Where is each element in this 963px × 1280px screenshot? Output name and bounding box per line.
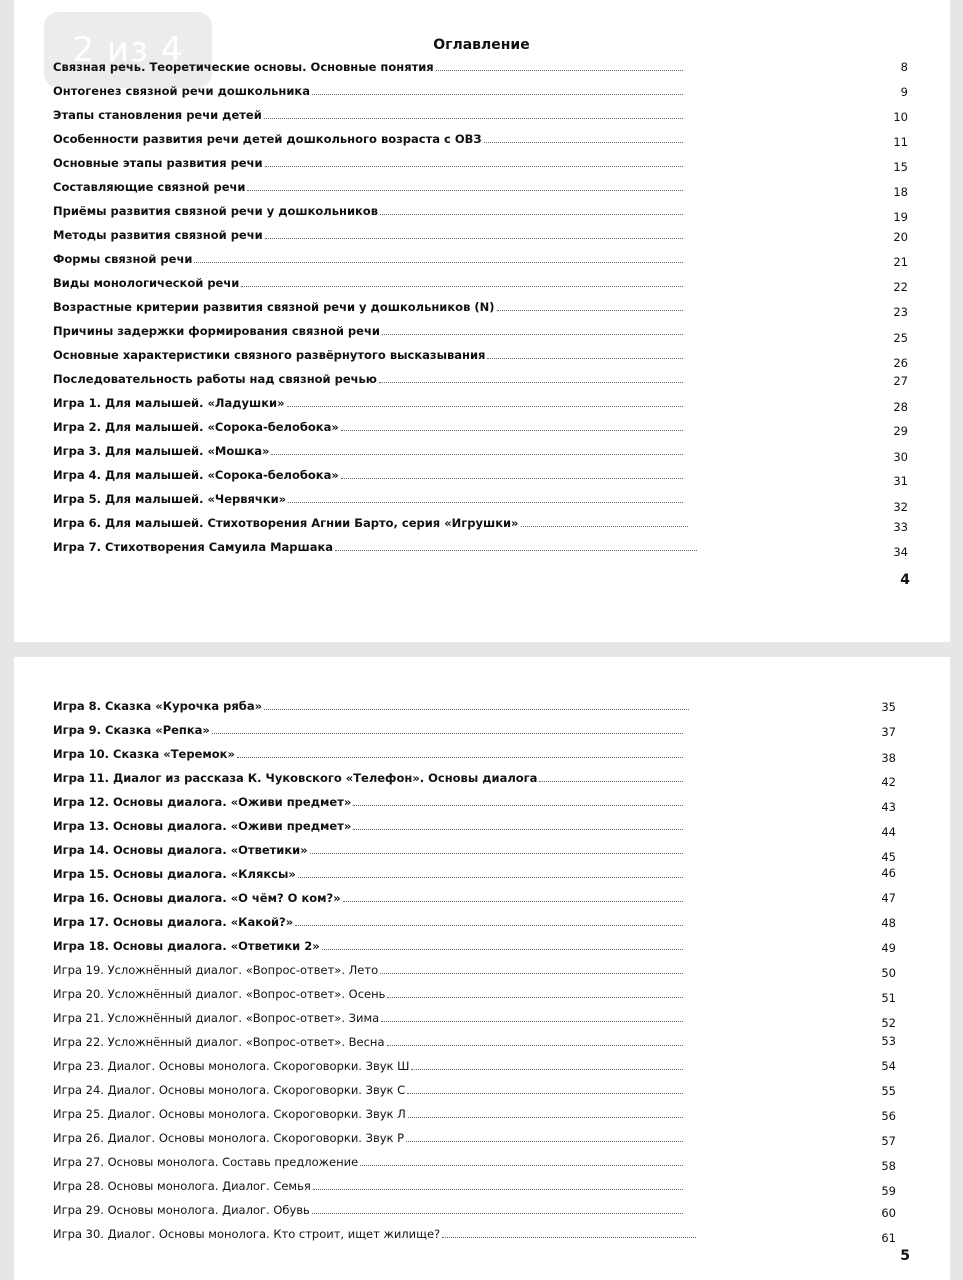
toc-entry — [53, 56, 684, 74]
toc-entry-label: Игра 25. Диалог. Основы монолога. Скороговорки. Звук Л — [53, 1107, 406, 1121]
dot-leader — [521, 525, 689, 527]
toc-entry-label: Причины задержки формирования связной речи — [53, 324, 380, 338]
toc-entry-label: Игра 20. Усложнённый диалог. «Вопрос-ответ». Осень — [53, 987, 386, 1001]
toc-entry-page: 37 — [881, 725, 896, 739]
toc-entry-label: Виды монологической речи — [53, 276, 240, 290]
toc-entry-label: Игра 15. Основы диалога. «Кляксы» — [53, 867, 296, 881]
toc-entry — [53, 1031, 684, 1049]
toc-entry-page: 53 — [881, 1034, 896, 1048]
dot-leader — [287, 405, 683, 407]
toc-entry-label: Игра 13. Основы диалога. «Оживи предмет» — [53, 819, 352, 833]
dot-leader — [312, 93, 683, 95]
toc-entry-page: 50 — [881, 966, 896, 980]
toc-entry-page: 18 — [893, 185, 908, 199]
toc-entry — [53, 272, 684, 290]
dot-leader — [298, 876, 683, 878]
toc-entry — [53, 128, 684, 146]
toc-entry-label: Игра 26. Диалог. Основы монолога. Скороговорки. Звук Р — [53, 1131, 405, 1145]
toc-entry-page: 38 — [881, 751, 896, 765]
toc-entry-label: Игра 2. Для малышей. «Сорока-белобока» — [53, 420, 339, 434]
dot-leader — [387, 1044, 684, 1046]
toc-entry-label: Игра 30. Диалог. Основы монолога. Кто строит, ищет жилище? — [53, 1227, 441, 1241]
toc-entry-page: 46 — [881, 866, 896, 880]
toc-entry — [53, 839, 684, 857]
page-indicator: 2 из 4 — [44, 12, 212, 88]
toc-entry-page: 54 — [881, 1059, 896, 1073]
toc-entry-page: 23 — [893, 305, 908, 319]
toc-entry-label: Игра 11. Диалог из рассказа К. Чуковского «Телефон». Основы диалога — [53, 771, 538, 785]
dot-leader — [312, 1212, 683, 1214]
toc-entry-page: 60 — [881, 1206, 896, 1220]
dot-leader — [411, 1068, 683, 1070]
dot-leader — [487, 357, 683, 359]
toc-entry — [53, 416, 684, 434]
toc-entry — [53, 695, 690, 713]
toc-entry-label: Этапы становления речи детей — [53, 108, 262, 122]
toc-entry — [53, 1175, 684, 1193]
toc-entry-page: 42 — [881, 775, 896, 789]
toc-entry-label: Игра 10. Сказка «Теремок» — [53, 747, 235, 761]
toc-entry-label: Игра 6. Для малышей. Стихотворения Агнии Барто, серия «Игрушки» — [53, 516, 519, 530]
toc-entry — [53, 1079, 684, 1097]
toc-entry-label: Игра 7. Стихотворения Самуила Маршака — [53, 540, 334, 554]
dot-leader — [343, 900, 683, 902]
dot-leader — [387, 996, 683, 998]
toc-entry-page: 28 — [893, 400, 908, 414]
toc-entry — [53, 248, 684, 266]
page-number-5: 5 — [900, 1248, 910, 1264]
toc-entry — [53, 983, 684, 1001]
toc-entry — [53, 512, 689, 530]
toc-entry-label: Игра 8. Сказка «Курочка ряба» — [53, 699, 263, 713]
dot-leader — [382, 333, 683, 335]
dot-leader — [408, 1116, 683, 1118]
toc-entry-label: Основные этапы развития речи — [53, 156, 263, 170]
toc-entry-page: 49 — [881, 941, 896, 955]
page-number-4: 4 — [900, 572, 910, 588]
toc-entry-label: Игра 12. Основы диалога. «Оживи предмет» — [53, 795, 352, 809]
dot-leader — [237, 756, 683, 758]
toc-entry-page: 25 — [893, 331, 908, 345]
toc-entry-page: 58 — [881, 1159, 896, 1173]
toc-entry-page: 45 — [881, 850, 896, 864]
toc-entry-label: Игра 18. Основы диалога. «Ответики 2» — [53, 939, 320, 953]
dot-leader — [381, 1020, 683, 1022]
toc-entry-page: 11 — [893, 135, 908, 149]
dot-leader — [264, 117, 683, 119]
dot-leader — [406, 1140, 683, 1142]
toc-entry-page: 35 — [881, 700, 896, 714]
toc-entry-label: Игра 19. Усложнённый диалог. «Вопрос-ответ». Лето — [53, 963, 379, 977]
toc-entry — [53, 959, 684, 977]
toc-entry-label: Составляющие связной речи — [53, 180, 246, 194]
toc-entry-page: 8 — [900, 60, 908, 74]
toc-entry-page: 33 — [893, 520, 908, 534]
toc-entry — [53, 1223, 697, 1241]
toc-entry — [53, 1199, 684, 1217]
toc-entry-page: 19 — [893, 210, 908, 224]
toc-entry-page: 22 — [893, 280, 908, 294]
toc-entry — [53, 200, 684, 218]
dot-leader — [436, 69, 683, 71]
toc-entry-label: Игра 4. Для малышей. «Сорока-белобока» — [53, 468, 339, 482]
toc-entry — [53, 296, 684, 314]
toc-entry — [53, 791, 684, 809]
toc-entry-label: Последовательность работы над связной речью — [53, 372, 377, 386]
toc-entry-label: Игра 24. Диалог. Основы монолога. Скороговорки. Звук С — [53, 1083, 406, 1097]
toc-entry-page: 44 — [881, 825, 896, 839]
dot-leader — [241, 285, 683, 287]
toc-entry — [53, 104, 684, 122]
toc-entry — [53, 863, 684, 881]
dot-leader — [341, 477, 683, 479]
dot-leader — [271, 453, 683, 455]
toc-entry-page: 59 — [881, 1184, 896, 1198]
toc-entry-page: 51 — [881, 991, 896, 1005]
toc-entry — [53, 344, 684, 362]
dot-leader — [322, 948, 683, 950]
toc-entry — [53, 224, 684, 242]
dot-leader — [265, 237, 683, 239]
toc-entry-page: 55 — [881, 1084, 896, 1098]
toc-title: Оглавление — [433, 37, 530, 53]
toc-entry — [53, 80, 684, 98]
dot-leader — [497, 309, 684, 311]
dot-leader — [341, 429, 683, 431]
toc-entry-page: 48 — [881, 916, 896, 930]
dot-leader — [539, 780, 683, 782]
toc-entry-page: 29 — [893, 424, 908, 438]
toc-entry — [53, 767, 684, 785]
toc-entry — [53, 935, 684, 953]
toc-entry-page: 30 — [893, 450, 908, 464]
toc-entry-label: Методы развития связной речи — [53, 228, 263, 242]
dot-leader — [310, 852, 683, 854]
toc-entry-label: Основные характеристики связного развёрнутого высказывания — [53, 348, 486, 362]
toc-entry — [53, 320, 684, 338]
dot-leader — [379, 381, 683, 383]
toc-entry-page: 20 — [893, 230, 908, 244]
dot-leader — [212, 732, 683, 734]
toc-entry — [53, 440, 684, 458]
toc-entry — [53, 392, 684, 410]
toc-entry — [53, 368, 684, 386]
toc-entry-label: Особенности развития речи детей дошкольного возраста с ОВЗ — [53, 132, 482, 146]
toc-entry-page: 15 — [893, 160, 908, 174]
toc-entry-label: Игра 9. Сказка «Репка» — [53, 723, 210, 737]
toc-entry — [53, 815, 684, 833]
dot-leader — [194, 261, 683, 263]
dot-leader — [288, 501, 683, 503]
toc-entry-page: 34 — [893, 545, 908, 559]
toc-entry — [53, 911, 684, 929]
toc-entry — [53, 1103, 684, 1121]
toc-entry-page: 10 — [893, 110, 908, 124]
toc-entry-label: Игра 21. Усложнённый диалог. «Вопрос-ответ». Зима — [53, 1011, 380, 1025]
toc-entry-label: Формы связной речи — [53, 252, 193, 266]
toc-entry-label: Игра 29. Основы монолога. Диалог. Обувь — [53, 1203, 310, 1217]
toc-entry-label: Связная речь. Теоретические основы. Основные понятия — [53, 60, 434, 74]
dot-leader — [407, 1092, 683, 1094]
toc-entry-page: 43 — [881, 800, 896, 814]
dot-leader — [265, 165, 683, 167]
toc-entry — [53, 176, 684, 194]
toc-entry-page: 52 — [881, 1016, 896, 1030]
toc-entry — [53, 536, 698, 554]
dot-leader — [380, 972, 683, 974]
toc-entry-label: Игра 5. Для малышей. «Червячки» — [53, 492, 287, 506]
toc-entry — [53, 1007, 684, 1025]
toc-entry-page: 21 — [893, 255, 908, 269]
toc-entry-label: Приёмы развития связной речи у дошкольников — [53, 204, 378, 218]
dot-leader — [247, 189, 683, 191]
toc-entry-page: 57 — [881, 1134, 896, 1148]
toc-entry-label: Онтогенез связной речи дошкольника — [53, 84, 310, 98]
toc-entry — [53, 1055, 684, 1073]
toc-entry — [53, 464, 684, 482]
dot-leader — [335, 549, 697, 551]
toc-entry — [53, 1127, 684, 1145]
toc-entry-label: Игра 3. Для малышей. «Мошка» — [53, 444, 270, 458]
toc-entry-label: Игра 14. Основы диалога. «Ответики» — [53, 843, 308, 857]
toc-entry-label: Игра 17. Основы диалога. «Какой?» — [53, 915, 294, 929]
toc-entry-label: Игра 1. Для малышей. «Ладушки» — [53, 396, 285, 410]
dot-leader — [264, 708, 689, 710]
toc-entry — [53, 152, 684, 170]
dot-leader — [380, 213, 683, 215]
dot-leader — [484, 141, 683, 143]
toc-entry-page: 9 — [900, 85, 908, 99]
toc-entry-page: 26 — [893, 356, 908, 370]
dot-leader — [442, 1236, 696, 1238]
toc-entry-page: 27 — [893, 374, 908, 388]
dot-leader — [353, 804, 683, 806]
toc-entry-label: Возрастные критерии развития связной речи у дошкольников (N) — [53, 300, 495, 314]
toc-entry-page: 31 — [893, 474, 908, 488]
toc-entry-label: Игра 23. Диалог. Основы монолога. Скороговорки. Звук Ш — [53, 1059, 410, 1073]
toc-entry-label: Игра 22. Усложнённый диалог. «Вопрос-ответ». Весна — [53, 1035, 385, 1049]
dot-leader — [353, 828, 683, 830]
toc-entry — [53, 719, 684, 737]
toc-entry-label: Игра 16. Основы диалога. «О чём? О ком?» — [53, 891, 341, 905]
dot-leader — [360, 1164, 683, 1166]
toc-entry — [53, 488, 684, 506]
toc-entry — [53, 1151, 684, 1169]
toc-entry — [53, 887, 684, 905]
dot-leader — [295, 924, 683, 926]
toc-entry-label: Игра 28. Основы монолога. Диалог. Семья — [53, 1179, 311, 1193]
toc-entry-page: 56 — [881, 1109, 896, 1123]
toc-entry — [53, 743, 684, 761]
toc-entry-page: 47 — [881, 891, 896, 905]
toc-entry-page: 61 — [881, 1231, 896, 1245]
toc-entry-label: Игра 27. Основы монолога. Составь предложение — [53, 1155, 359, 1169]
dot-leader — [313, 1188, 683, 1190]
toc-entry-page: 32 — [893, 500, 908, 514]
